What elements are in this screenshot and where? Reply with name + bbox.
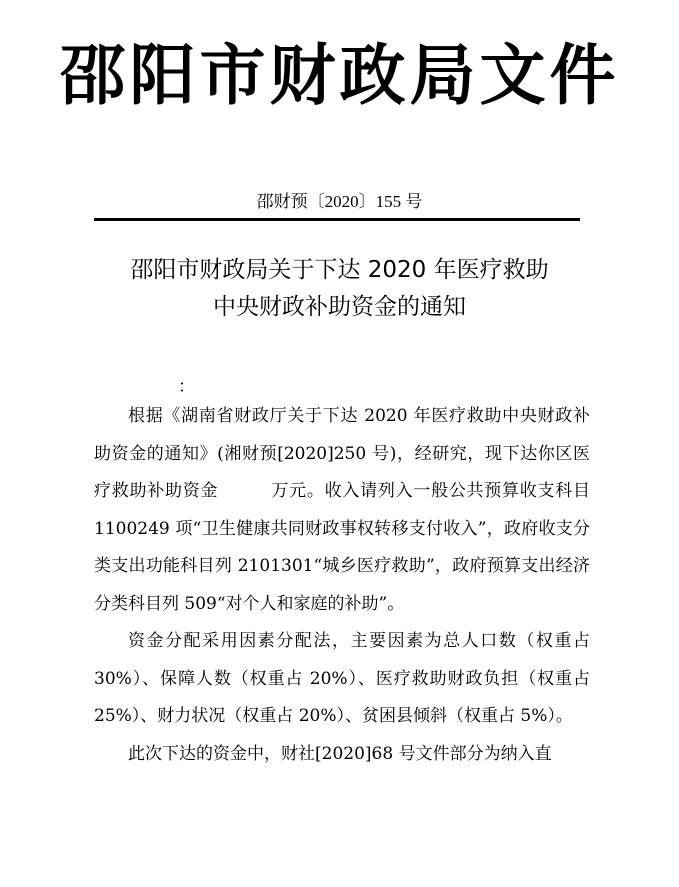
document-header-title: 邵阳市财政局文件	[59, 36, 620, 114]
paragraph-details: 此次下达的资金中，财社[2020]68 号文件部分为纳入直	[128, 743, 552, 764]
notice-title-line1: 邵阳市财政局关于下达 2020 年医疗救助	[130, 257, 549, 283]
body-text	[94, 398, 590, 773]
addressee: ：	[178, 377, 195, 397]
paragraph-method: 资金分配采用因素分配法，主要因素为总人口数（权重占 30%）、保障人数（权重占 20%）、医疗救助财政负担（权重占 25%）、财力状况（权重占 20%）、贫困县倾斜（权重占 5%）。	[94, 631, 590, 726]
paragraph-allocation: 根据《湖南省财政厅关于下达 2020 年医疗救助中央财政补助资金的通知》(湘财预[2020]250 号)，经研究，现下达你区医疗救助补助资金 万元。收入请列入一般公共预算收支科目 1100249 项“卫生健康共同财政事权转移支付收入”，政府收支分类支出功能科目列 2101301“城乡医疗救助”，政府预算支出经济分类科目列 509“对个人和家庭的补助”。	[94, 406, 590, 614]
header-divider	[94, 218, 580, 221]
document-number: 邵财预〔2020〕155 号	[256, 192, 423, 211]
notice-title	[0, 252, 679, 326]
notice-title-line2: 中央财政补助资金的通知	[213, 294, 466, 320]
